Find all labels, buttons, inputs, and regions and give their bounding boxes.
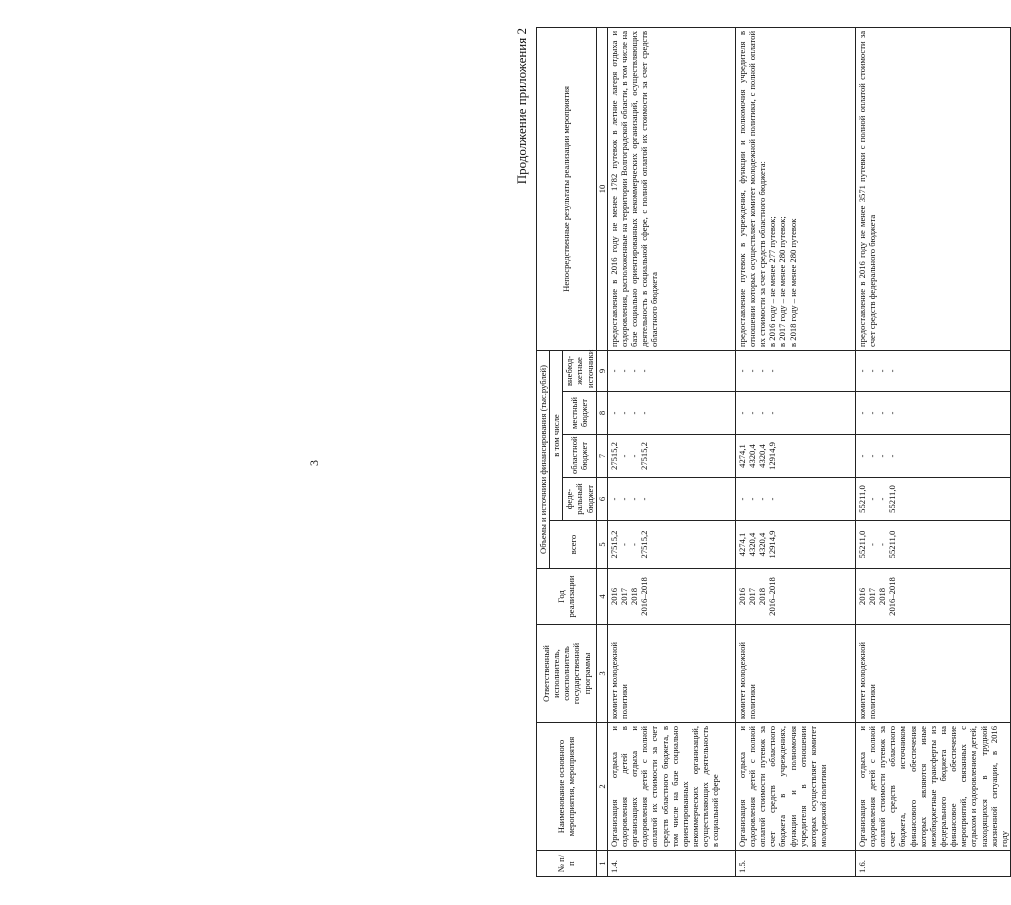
header-name: Наименование основного мероприятия, мероприятия xyxy=(537,723,597,851)
row-federal: - - - - xyxy=(607,478,735,521)
row-local: - - - - xyxy=(607,392,735,435)
col-number: 9 xyxy=(596,350,607,391)
row-executor: комитет молодежной политики xyxy=(735,625,855,723)
row-num: 1.6. xyxy=(855,851,1010,877)
row-executor: комитет молодежной политики xyxy=(855,625,1010,723)
appendix-caption: Продолжение приложения 2 xyxy=(514,28,529,185)
row-result: предоставление в 2016 году не менее 3571 путевки с полной оплатой стоимости за счет средств федерального бюджета xyxy=(855,27,1010,350)
row-num: 1.4. xyxy=(607,851,735,877)
row-total: 27515,2 - - 27515,2 xyxy=(607,521,735,569)
header-executor: Ответственный исполнитель, соисполнитель государственной программы xyxy=(537,625,597,723)
row-regional: 27515,2 - - 27515,2 xyxy=(607,435,735,478)
row-name: Организация отдыха и оздоровления детей с полной оплатой стоимости путевок за счет средств областного бюджета, источником финансового обеспечения которых являются иные межбюджетные трансферты из федерального бюджета на финансовое обеспечение мероприятий, связанных с отдыхом и оздоровлением детей, находящихся в трудной жизненной ситуации, в 2016 году xyxy=(855,723,1010,851)
header-incl: в том числе xyxy=(550,350,563,520)
header-offbudget: внебюд-жетные источники xyxy=(563,350,596,391)
row-years: 2016 2017 2018 2016–2018 xyxy=(735,569,855,625)
row-num: 1.5. xyxy=(735,851,855,877)
row-result: предоставление путевок в учреждения, функции и полномочия учредителя в отношении которых осуществляет комитет молодежной политики, с полной оплатой их стоимости за счет средств областного бюджета: в 2016 году – не менее 277 путевок; в 2017 году – не менее 280 путевок; в 2018 году – не менее 280 путевок xyxy=(735,27,855,350)
header-year: Год реализации xyxy=(537,569,597,625)
table-row xyxy=(855,27,1010,876)
row-regional: - - - - xyxy=(855,435,1010,478)
row-offbudget: - - - - xyxy=(735,350,855,391)
header-results: Непосредственные результаты реализации мероприятия xyxy=(537,27,597,350)
row-regional: 4274,1 4320,4 4320,4 12914,9 xyxy=(735,435,855,478)
row-total: 55211,0 - - 55211,0 xyxy=(855,521,1010,569)
row-total: 4274,1 4320,4 4320,4 12914,9 xyxy=(735,521,855,569)
header-federal: феде-ральный бюджет xyxy=(563,478,596,521)
rotated-sheet xyxy=(500,0,1009,905)
row-federal: 55211,0 - - 55211,0 xyxy=(855,478,1010,521)
financing-table xyxy=(536,27,1011,877)
row-years: 2016 2017 2018 2016–2018 xyxy=(607,569,735,625)
table-row xyxy=(735,27,855,876)
row-offbudget: - - - - xyxy=(607,350,735,391)
row-offbudget: - - - - xyxy=(855,350,1010,391)
row-years: 2016 2017 2018 2016–2018 xyxy=(855,569,1010,625)
row-name: Организация отдыха и оздоровления детей в организациях отдыха и оздоровления детей с полной оплатой их стоимости за счет средств областного бюджета, в том числе на базе социально ориентированных некоммерческих организаций, осуществляющих деятельность в социальной сфере xyxy=(607,723,735,851)
header-volumes: Объемы и источники финансирования (тыс.рублей) xyxy=(537,350,550,568)
page-number: 3 xyxy=(307,460,321,466)
col-number: 5 xyxy=(596,521,607,569)
col-number: 3 xyxy=(596,625,607,723)
col-number: 4 xyxy=(596,569,607,625)
header-num: № п/п xyxy=(537,851,597,877)
header-regional: областной бюджет xyxy=(563,435,596,478)
header-local: местный бюджет xyxy=(563,392,596,435)
col-number: 6 xyxy=(596,478,607,521)
row-executor: комитет молодежной политики xyxy=(607,625,735,723)
row-name: Организация отдыха и оздоровления детей с полной оплатой стоимости путевок за счет средств областного бюджета в учреждениях, функции и полномочия учредителя в отношении которых осуществляет комитет молодежной политики xyxy=(735,723,855,851)
row-federal: - - - - xyxy=(735,478,855,521)
col-number: 10 xyxy=(596,27,607,350)
col-number: 7 xyxy=(596,435,607,478)
header-total: всего xyxy=(550,521,597,569)
row-local: - - - - xyxy=(855,392,1010,435)
table-row xyxy=(607,27,735,876)
col-number: 8 xyxy=(596,392,607,435)
col-number: 1 xyxy=(596,851,607,877)
row-result: предоставление в 2016 году не менее 1782 путевок в летние лагеря отдыха и оздоровления, расположенные на территории Волгоградской области, в том числе на базе социально ориентированных некоммерческих организаций, осуществляющих деятельность в социальной сфере, с полной оплатой их стоимости за счет средств областного бюджета xyxy=(607,27,735,350)
col-number: 2 xyxy=(596,723,607,851)
column-number-row xyxy=(596,27,607,876)
row-local: - - - - xyxy=(735,392,855,435)
